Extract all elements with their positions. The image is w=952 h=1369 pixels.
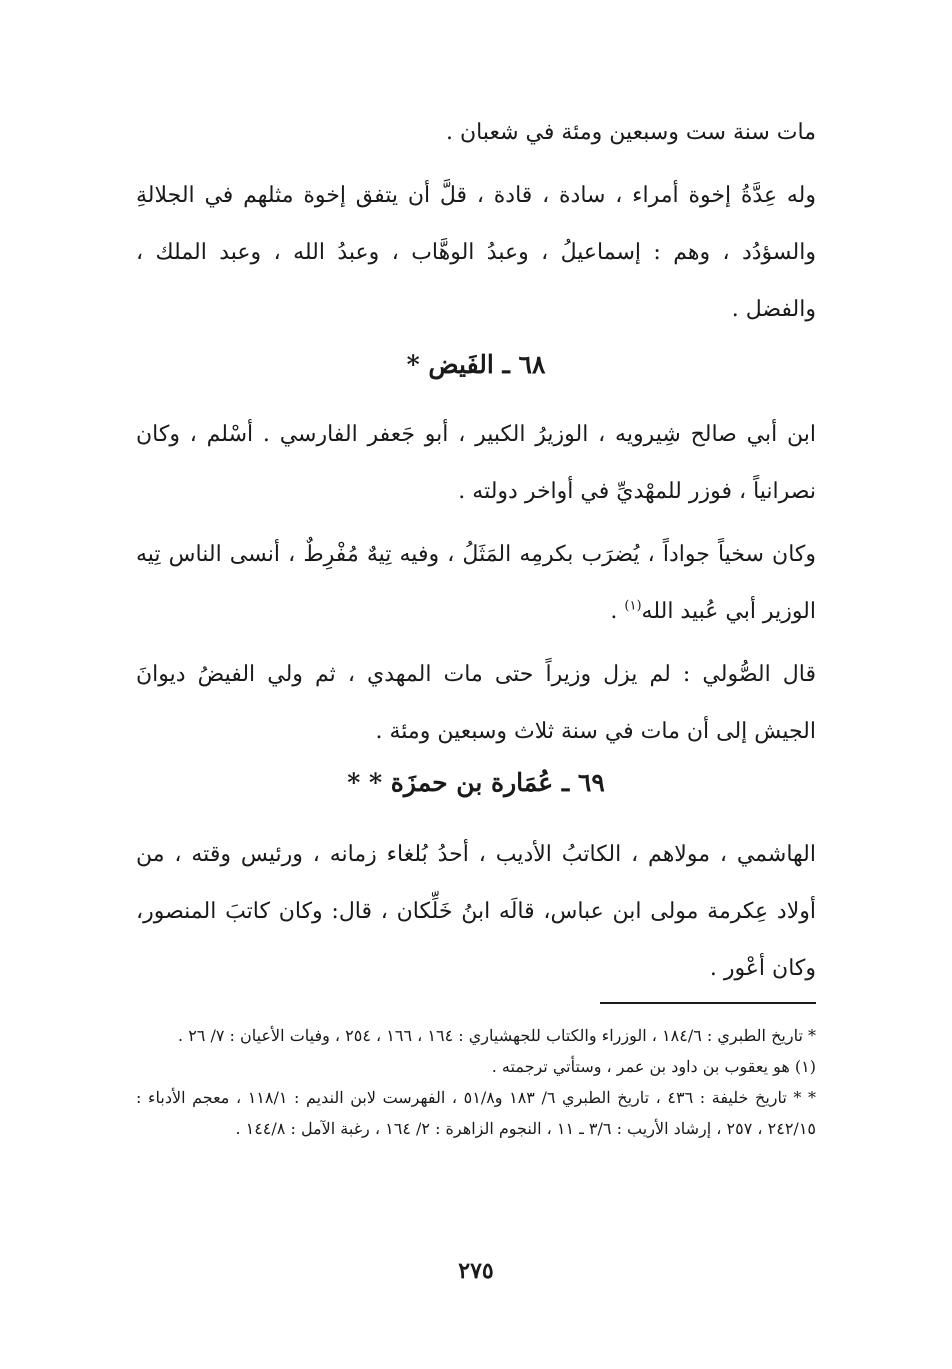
entry-68-heading: ٦٨ ـ الفَيض *: [406, 350, 546, 379]
footnote-entry-68-sources: * تاريخ الطبري : ١٨٤/٦ ، الوزراء والكتاب للجهشياري : ١٦٤ ، ١٦٦ ، ٢٥٤ ، وفيات الأعيان : ٧/ ٢٦ .: [178, 1026, 816, 1045]
entry-69-heading: ٦٩ ـ عُمَارة بن حمزَة * *: [347, 768, 605, 797]
footnote-entry-69-sources: * * تاريخ خليفة : ٤٣٦ ، تاريخ الطبري ٦/ ١٨٣ و٥١/٨ ، الفهرست لابن النديم : ١١٨/١ ، معجم الأدباء : ٢٤٢/١٥ ، ٢٥٧ ، إرشاد الأريب : ٣/٦ ـ ١١ ، النجوم الزاهرة : ٢/ ١٦٤ ، رغبة الآمل : ١٤٤/٨ .: [136, 1088, 817, 1138]
entry-69-paragraph-1: الهاشمي ، مولاهم ، الكاتبُ الأديب ، أحدُ بُلغاء زمانه ، ورئيس وقته ، من أولاد عِكرمة مولى ابن عباس، قالَه ابنُ خَلِّكان ، قال: وكان كاتبَ المنصور، وكان أعْور .: [136, 842, 816, 981]
entry-68-paragraph-3: قال الصُّولي : لم يزل وزيراً حتى مات المهدي ، ثم ولي الفيضُ ديوانَ الجيش إلى أن مات في سنة ثلاث وسبعين ومئة .: [136, 662, 816, 744]
page-number: ٢٧٥: [458, 1258, 494, 1284]
footnote-1: (١) هو يعقوب بن داود بن عمر ، وستأتي ترجمته .: [491, 1057, 816, 1076]
death-line: مات سنة ست وسبعين ومئة في شعبان .: [446, 120, 816, 145]
entry-68-paragraph-2: [136, 526, 816, 640]
entry-68-paragraph-1: ابن أبي صالح شِيرويه ، الوزيرُ الكبير ، أبو جَعفر الفارسي . أسْلم ، وكان نصرانياً ، فوزر للمهْديِّ في أواخر دولته .: [136, 422, 816, 504]
entry-68-paragraph-2-text: وكان سخياً جواداً ، يُضرَب بكرمِه المَثَلُ ، وفيه تِيهٌ مُفْرِطٌ ، أنسى الناس تِيه الوزير أبي عُبيد الله: [136, 542, 816, 624]
footnote-reference-1: (١): [624, 598, 642, 614]
previous-entry-tail: [136, 104, 816, 338]
entry-68-paragraph-2-end: .: [610, 599, 625, 624]
entry-68-body: [136, 406, 816, 760]
footnote-separator: [600, 1002, 816, 1004]
brothers-paragraph: وله عِدَّةُ إخوة أمراء ، سادة ، قادة ، قلَّ أن يتفق إخوة مثلهم في الجلالةِ والسؤدُد ، وهم : إسماعيلُ ، وعبدُ الوهَّاب ، وعبدُ الله ، وعبد الملك ، والفضل .: [136, 183, 816, 322]
footnotes: [136, 1020, 816, 1144]
entry-69-body: [136, 826, 816, 997]
